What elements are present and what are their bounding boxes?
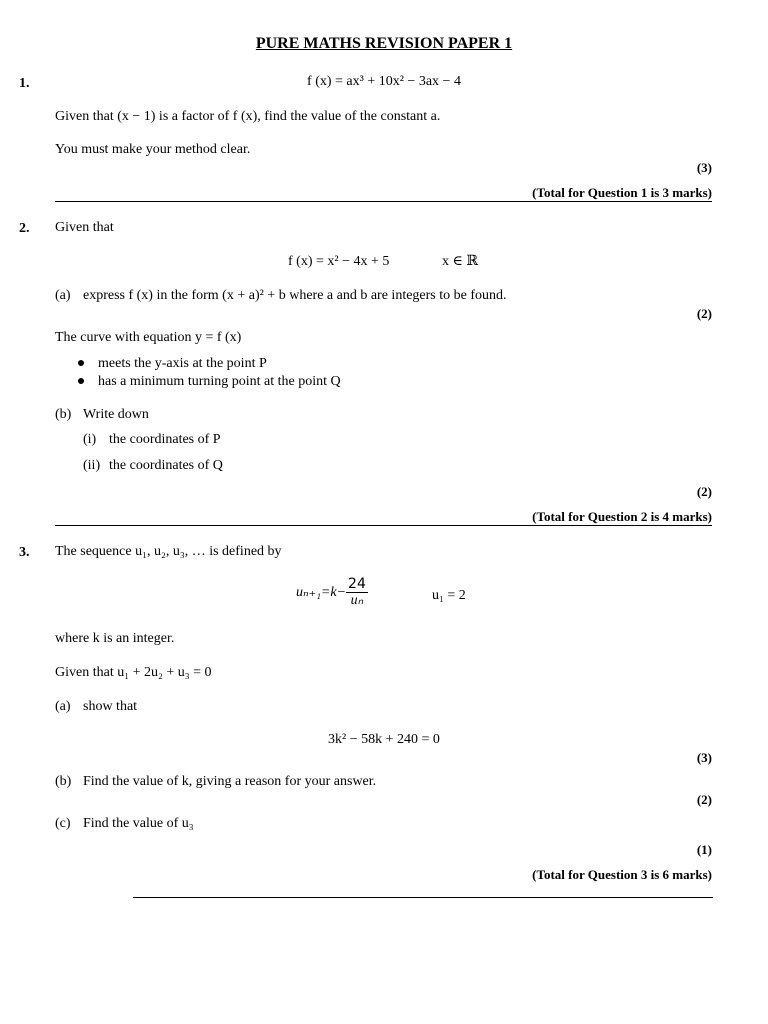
q3-part-c: Find the value of u₃ (83, 816, 194, 831)
q2-divider (55, 525, 712, 526)
q2-mark-b: (2) (696, 484, 712, 499)
q3-mark-b: (2) (696, 792, 712, 807)
q2-bullet-2 (78, 374, 341, 390)
q1-equation: f (x) = ax³ + 10x² − 3ax − 4 (307, 74, 461, 89)
q2-sub-i-label: (i) (83, 432, 97, 447)
q3-u1: u₁ = 2 (432, 588, 466, 603)
q2-sub-ii: the coordinates of Q (109, 458, 223, 473)
bullet-icon (78, 360, 84, 366)
q3-part-c-label: (c) (55, 816, 71, 831)
q3-mark-a: (3) (696, 750, 712, 765)
q2-sub-i: the coordinates of P (109, 432, 221, 447)
q3-total: (Total for Question 3 is 6 marks) (532, 867, 712, 882)
q3-given: Given that u₁ + 2u₂ + u₃ = 0 (55, 665, 212, 680)
q3-fraction (346, 576, 368, 609)
q3-show-equation: 3k² − 58k + 240 = 0 (328, 732, 440, 747)
q2-bullet-1 (78, 356, 267, 372)
q2-curve-text: The curve with equation y = f (x) (55, 330, 242, 345)
q3-part-b-label: (b) (55, 774, 72, 789)
q3-divider (133, 897, 713, 898)
q1-method-text: You must make your method clear. (55, 142, 251, 157)
question-3-number: 3. (19, 545, 30, 560)
q2-sub-ii-label: (ii) (83, 458, 101, 473)
q2-equation: f (x) = x² − 4x + 5 (288, 254, 390, 269)
q3-fraction-numerator: 24 (348, 576, 366, 592)
q1-total: (Total for Question 1 is 3 marks) (532, 185, 712, 200)
q3-fraction-denominator: uₙ (350, 593, 364, 608)
page-title: PURE MATHS REVISION PAPER 1 (255, 35, 513, 52)
q3-recurrence-lhs: uₙ₊₁=k− (296, 584, 347, 600)
q2-part-a-label: (a) (55, 288, 71, 303)
q3-part-b: Find the value of k, giving a reason for your answer. (83, 774, 377, 789)
q2-total: (Total for Question 2 is 4 marks) (532, 509, 712, 524)
q2-mark-a: (2) (696, 306, 712, 321)
q2-part-a: express f (x) in the form (x + a)² + b where a and b are integers to be found. (83, 288, 507, 303)
q2-domain: x ∈ ℝ (442, 254, 478, 269)
q3-mark-c: (1) (696, 842, 712, 857)
q2-bullet-2-text: has a minimum turning point at the point Q (98, 374, 341, 389)
bullet-icon (78, 378, 84, 384)
q3-part-a-label: (a) (55, 699, 71, 714)
q1-mark: (3) (696, 160, 712, 175)
question-2-number: 2. (19, 221, 30, 236)
q3-recurrence (296, 576, 368, 609)
q2-part-b: Write down (83, 407, 149, 422)
q2-part-b-label: (b) (55, 407, 72, 422)
q1-divider (55, 201, 712, 202)
q2-intro: Given that (55, 220, 114, 235)
q2-bullet-1-text: meets the y-axis at the point P (98, 356, 267, 371)
question-1-number: 1. (19, 76, 30, 91)
q3-part-a: show that (83, 699, 138, 714)
q3-intro: The sequence u₁, u₂, u₃, … is defined by (55, 544, 282, 559)
q3-where: where k is an integer. (55, 631, 175, 646)
q1-text: Given that (x − 1) is a factor of f (x), find the value of the constant a. (55, 109, 441, 124)
